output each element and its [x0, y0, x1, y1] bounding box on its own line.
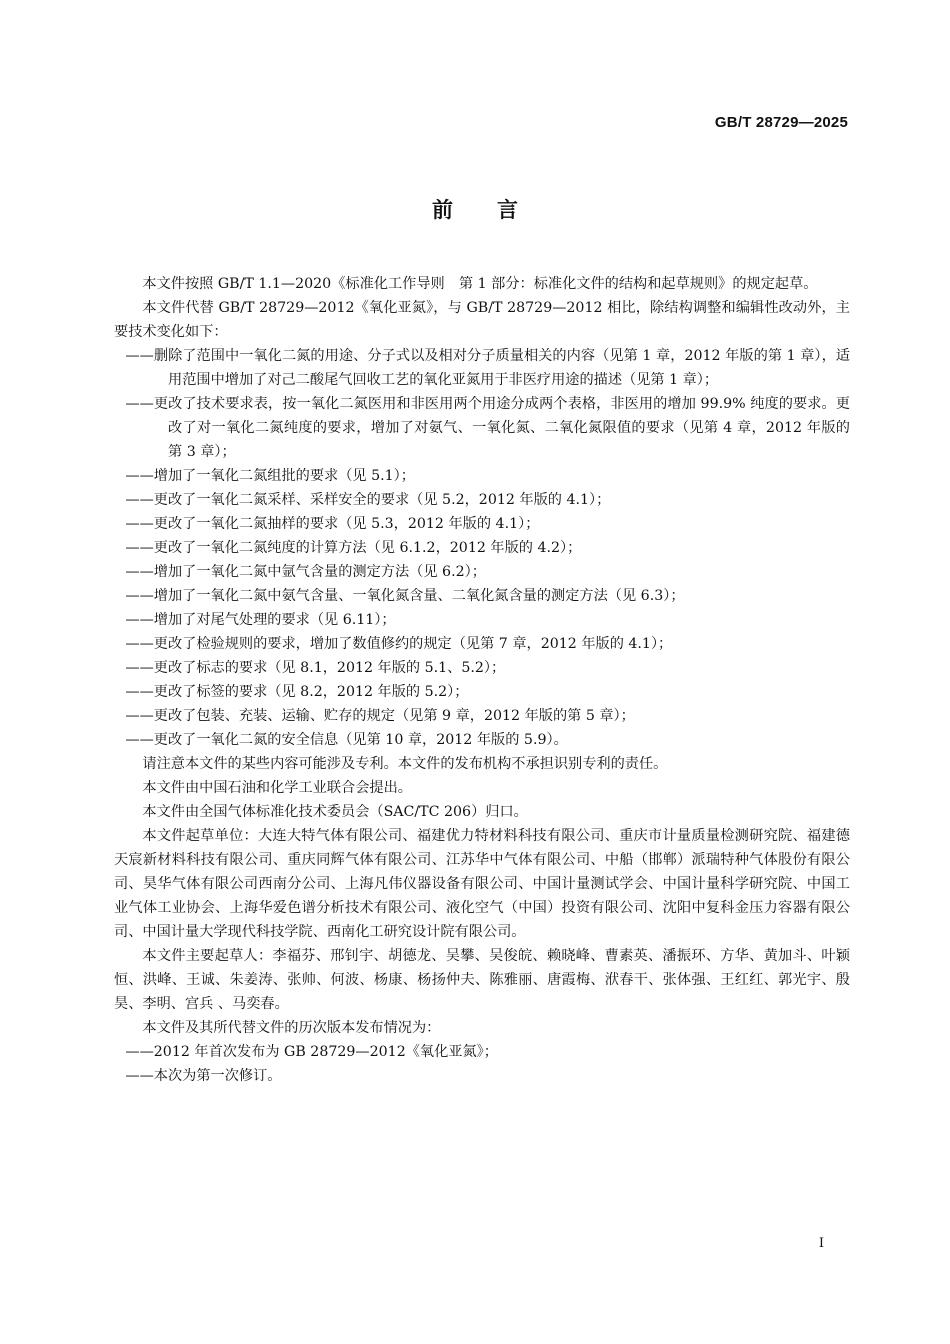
paragraph-replacement: 本文件代替 GB/T 28729—2012《氧化亚氮》，与 GB/T 28729—2012 相比，除结构调整和编辑性改动外，主要技术变化如下：	[114, 300, 850, 340]
list-item: ——更改了检验规则的要求，增加了数值修约的规定（见第 7 章，2012 年版的 4.1）；	[125, 636, 673, 652]
list-item: ——更改了技术要求表，按一氧化二氮医用和非医用两个用途分成两个表格，非医用的增加 99.9% 纯度的要求。更改了对一氧化二氮纯度的要求，增加了对氨气、一氧化氮、二氧化氮限值的要求（见第 4 章，2012 年版的第 3 章）；	[125, 396, 850, 460]
paragraph-drafters: 本文件主要起草人：李福芬、邢钊宇、胡德龙、吴攀、吴俊皖、赖晓峰、曹素英、潘振环、方华、黄加斗、叶颖恒、洪峰、王诚、朱姜涛、张帅、何波、杨康、杨扬仲夫、陈雅丽、唐霞梅、洑春干、张体强、王红红、郭光宇、殷昊、李明、宫兵 、马奕春。	[114, 948, 850, 1012]
list-item: ——2012 年首次发布为 GB 28729—2012《氧化亚氮》；	[125, 1044, 498, 1060]
list-item: ——增加了一氧化二氮中氩气含量的测定方法（见 6.2）；	[125, 564, 486, 580]
list-item: ——本次为第一次修订。	[125, 1068, 282, 1084]
paragraph-committee: 本文件由全国气体标准化技术委员会（SAC/TC 206）归口。	[142, 804, 528, 820]
list-item: ——增加了对尾气处理的要求（见 6.11）；	[125, 612, 396, 628]
list-item: ——更改了一氧化二氮纯度的计算方法（见 6.1.2，2012 年版的 4.2）；	[125, 540, 582, 556]
list-item: ——删除了范围中一氧化二氮的用途、分子式以及相对分子质量相关的内容（见第 1 章，2012 年版的第 1 章），适用范围中增加了对己二酸尾气回收工艺的氧化亚氮用于非医疗用途的描述（见第 1 章）；	[125, 348, 850, 388]
paragraph-version-history: 本文件及其所代替文件的历次版本发布情况为：	[142, 1020, 441, 1036]
paragraph-patent-notice: 请注意本文件的某些内容可能涉及专利。本文件的发布机构不承担识别专利的责任。	[142, 756, 668, 772]
list-item: ——更改了包装、充装、运输、贮存的规定（见第 9 章，2012 年版的第 5 章）；	[125, 708, 635, 724]
document-body	[114, 272, 850, 1088]
paragraph-drafting-units: 本文件起草单位：大连大特气体有限公司、福建优力特材料科技有限公司、重庆市计量质量检测研究院、福建德天宸新材料科技有限公司、重庆同辉气体有限公司、江苏华中气体有限公司、中船（邯郸）派瑞特种气体股份有限公司、昊华气体有限公司西南分公司、上海凡伟仪器设备有限公司、中国计量测试学会、中国计量科学研究院、中国工业气体工业协会、上海华爱色谱分析技术有限公司、液化空气（中国）投资有限公司、沈阳中复科金压力容器有限公司、中国计量大学现代科技学院、西南化工研究设计院有限公司。	[114, 828, 850, 940]
list-item: ——更改了一氧化二氮的安全信息（见第 10 章，2012 年版的 5.9）。	[125, 732, 568, 748]
standard-code: GB/T 28729—2025	[714, 114, 848, 131]
paragraph-proposer: 本文件由中国石油和化学工业联合会提出。	[142, 780, 412, 796]
list-item: ——更改了标志的要求（见 8.1，2012 年版的 5.1、5.2）；	[125, 660, 506, 676]
list-item: ——更改了标签的要求（见 8.2，2012 年版的 5.2）；	[125, 684, 469, 700]
list-item: ——增加了一氧化二氮中氨气含量、一氧化氮含量、二氧化氮含量的测定方法（见 6.3）；	[125, 588, 685, 604]
paragraph-drafting-rule: 本文件按照 GB/T 1.1—2020《标准化工作导则 第 1 部分：标准化文件的结构和起草规则》的规定起草。	[142, 276, 818, 292]
page-number: I	[818, 1236, 824, 1251]
changes-list	[114, 344, 850, 752]
page-title: 前言	[432, 198, 562, 222]
list-item: ——更改了一氧化二氮抽样的要求（见 5.3，2012 年版的 4.1）；	[125, 516, 540, 532]
history-list	[114, 1040, 850, 1088]
list-item: ——更改了一氧化二氮采样、采样安全的要求（见 5.2，2012 年版的 4.1）；	[125, 492, 611, 508]
list-item: ——增加了一氧化二氮组批的要求（见 5.1）；	[125, 468, 415, 484]
